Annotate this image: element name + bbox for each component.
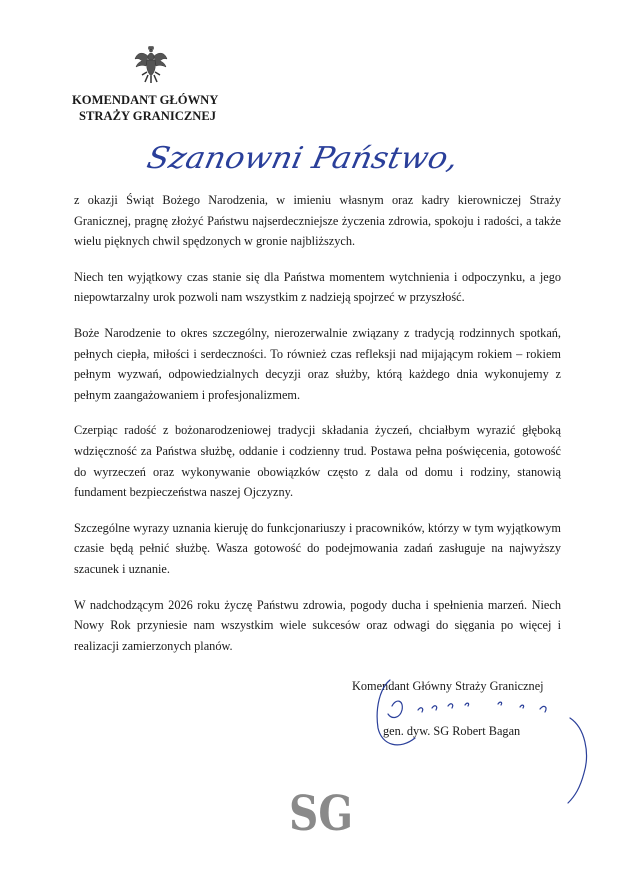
paragraph: Niech ten wyjątkowy czas stanie się dla Państwa momentem wytchnienia i odpoczynku, a jego niepowtarzalny urok pozwoli nam wszystkim z nadzieją spojrzeć w przyszłość. (74, 269, 561, 305)
letter-header (72, 92, 218, 124)
polish-eagle-emblem-icon (134, 45, 168, 85)
paragraph: W nadchodzącym 2026 roku życzę Państwu zdrowia, pogody ducha i spełnienia marzeń. Niech Nowy Rok przyniesie nam wszystkim wiele sukcesów oraz odwagi do sięgania po więcej i realizacji zamierzonych planów. (74, 597, 561, 653)
signatory-name: gen. dyw. SG Robert Bagan (383, 724, 521, 738)
sg-logo-text: SG (289, 786, 353, 842)
header-line-2: STRAŻY GRANICZNEJ (79, 109, 217, 123)
sg-logo-icon (287, 786, 355, 842)
paragraph: Czerpiąc radość z bożonarodzeniowej tradycji składania życzeń, chciałbym wyrazić głęboką wdzięczność za Państwa służbę, oddanie i codzienny trud. Postawa pełna poświęcenia, gotowość do wyrzeczeń oraz wykonywanie obowiązków często z dala od domu i rodziny, stanowią fundament bezpieczeństwa naszej Ojczyzny. (74, 423, 561, 500)
signatory-title: Komendant Główny Straży Granicznej (352, 679, 544, 693)
paragraph: z okazji Świąt Bożego Narodzenia, w imieniu własnym oraz kadry kierowniczej Straży Granicznej, pragnę złożyć Państwu najserdeczniejsze życzenia zdrowia, spokoju i radości, a także wielu pięknych chwil spędzonych w gronie najbliższych. (74, 193, 561, 249)
header-line-1: KOMENDANT GŁÓWNY (72, 93, 219, 107)
paragraph: Szczególne wyrazy uznania kieruję do funkcjonariuszy i pracowników, którzy w tym wyjątkowym czasie będą pełnić służbę. Wasza gotowość do podejmowania zadań zasługuje na najwyższy szacunek i uznanie. (74, 520, 561, 576)
paragraph: Boże Narodzenie to okres szczególny, nierozerwalnie związany z tradycją rodzinnych spotkań, pełnych ciepła, miłości i serdeczności. To również czas refleksji nad mijającym rokiem – rokiem pełnym wyzwań, odpowiedzialnych decyzji oraz służby, którą każdego dnia wykonujemy z pełnym zaangażowaniem i profesjonalizmem. (74, 325, 561, 402)
handwritten-salutation (143, 128, 480, 183)
letter-body (74, 190, 561, 671)
salutation-text: Szanowni Państwo, (143, 141, 444, 176)
handwritten-signature (370, 678, 610, 808)
